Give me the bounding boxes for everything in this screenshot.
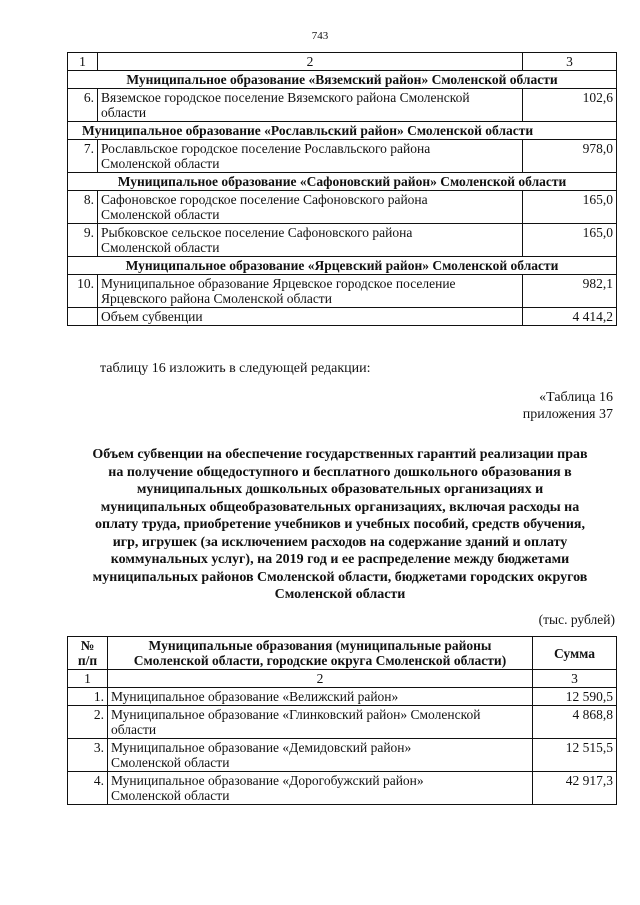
title-line: муниципальных общеобразовательных организациях, включая расходы на [100, 499, 580, 515]
table-row [68, 140, 617, 173]
table-reference-line: приложения 37 [522, 407, 613, 422]
total-value: 4 414,2 [523, 308, 617, 326]
instruction-text: таблицу 16 изложить в следующей редакции: [100, 361, 371, 376]
section-title: Муниципальное образование «Ярцевский район» Смоленской области [68, 257, 617, 275]
table-reference-line: «Таблица 16 [539, 390, 613, 405]
table-header-row [68, 637, 617, 670]
title-line: муниципальных дошкольных образовательных организациях и [136, 482, 544, 497]
subvention-distribution-table [67, 636, 617, 805]
section-title: Муниципальное образование «Вяземский район» Смоленской области [68, 71, 617, 89]
row-number: 1. [68, 688, 108, 706]
total-label: Объем субвенции [98, 308, 523, 326]
row-value: 102,6 [523, 89, 617, 122]
table-row [68, 688, 617, 706]
column-number-row [68, 670, 617, 688]
row-value: 4 868,8 [533, 706, 617, 739]
table-reference [523, 389, 613, 423]
column-number-cell: 2 [98, 53, 523, 71]
row-name: Рыбковское сельское поселение Сафоновского района Смоленской области [98, 224, 523, 257]
row-value: 165,0 [523, 191, 617, 224]
section-title: Муниципальное образование «Сафоновский район» Смоленской области [68, 173, 617, 191]
column-number-cell: 3 [533, 670, 617, 688]
title-line: Смоленской области [274, 587, 406, 602]
row-name: Вяземское городское поселение Вяземского района Смоленской области [98, 89, 523, 122]
row-value: 165,0 [523, 224, 617, 257]
row-name: Сафоновское городское поселение Сафоновского района Смоленской области [98, 191, 523, 224]
row-value: 982,1 [523, 275, 617, 308]
section-row [68, 257, 617, 275]
section-title: Муниципальное образование «Рославльский район» Смоленской области [68, 122, 617, 140]
header-sum: Сумма [533, 637, 617, 670]
row-number: 9. [68, 224, 98, 257]
column-number-cell: 3 [523, 53, 617, 71]
table-row [68, 89, 617, 122]
title-line: коммунальных услуг), на 2019 год и ее распределение между бюджетами [110, 552, 570, 567]
header-municipalities: Муниципальные образования (муниципальные районы Смоленской области, городские округа Смоленской области) [108, 637, 533, 670]
row-value: 12 590,5 [533, 688, 617, 706]
column-number-row [68, 53, 617, 71]
title-line: Объем субвенции на обеспечение государственных гарантий реализации прав [92, 447, 588, 462]
subvention-table-continued [67, 52, 617, 326]
row-number: 4. [68, 772, 108, 805]
header-number: № п/п [68, 637, 108, 670]
total-row [68, 308, 617, 326]
row-name: Рославльское городское поселение Рославльского района Смоленской области [98, 140, 523, 173]
row-name: Муниципальное образование «Глинковский район» Смоленской области [108, 706, 533, 739]
title-line: игр, игрушек (за исключением расходов на содержание зданий и оплату [112, 534, 568, 550]
table-row [68, 706, 617, 739]
section-row [68, 122, 617, 140]
title-line: оплату труда, приобретение учебников и учебных пособий, средств обучения, [95, 517, 585, 532]
table-row [68, 224, 617, 257]
row-value: 978,0 [523, 140, 617, 173]
table-row [68, 772, 617, 805]
row-number: 3. [68, 739, 108, 772]
row-name: Муниципальное образование Ярцевское городское поселение Ярцевского района Смоленской области [98, 275, 523, 308]
row-number: 7. [68, 140, 98, 173]
units-label: (тыс. рублей) [538, 612, 615, 627]
document-title [60, 446, 620, 604]
total-number-cell [68, 308, 98, 326]
row-number: 6. [68, 89, 98, 122]
table-row [68, 191, 617, 224]
column-number-cell: 1 [68, 53, 98, 71]
table-row [68, 739, 617, 772]
row-name: Муниципальное образование «Демидовский район» Смоленской области [108, 739, 533, 772]
row-value: 12 515,5 [533, 739, 617, 772]
row-number: 2. [68, 706, 108, 739]
row-number: 8. [68, 191, 98, 224]
title-line: муниципальных районов Смоленской области, бюджетами городских округов [92, 569, 588, 585]
column-number-cell: 2 [108, 670, 533, 688]
page-number: 743 [311, 30, 329, 42]
row-name: Муниципальное образование «Дорогобужский район» Смоленской области [108, 772, 533, 805]
row-number: 10. [68, 275, 98, 308]
row-name: Муниципальное образование «Велижский район» [108, 688, 533, 706]
table-row [68, 275, 617, 308]
column-number-cell: 1 [68, 670, 108, 688]
section-row [68, 71, 617, 89]
section-row [68, 173, 617, 191]
row-value: 42 917,3 [533, 772, 617, 805]
title-line: на получение общедоступного и бесплатного дошкольного образования в [108, 464, 572, 480]
